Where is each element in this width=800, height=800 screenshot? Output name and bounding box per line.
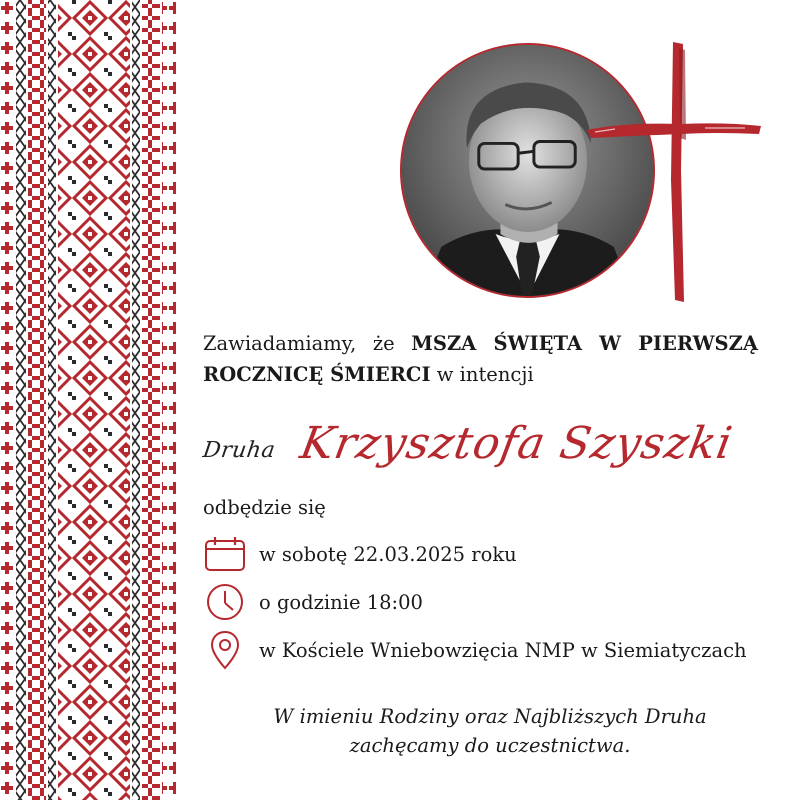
announcement-outro: w intencji — [436, 363, 534, 386]
cross-icon — [585, 40, 765, 305]
will-take-place-text: odbędzie się — [203, 496, 326, 519]
announcement-highlight: MSZA ŚWIĘTA W PIERWSZĄ ROCZNICĘ ŚMIERCI — [203, 332, 759, 386]
place-row — [203, 630, 747, 670]
footer-line-1: W imieniu Rodziny oraz Najbliższych Druha — [273, 705, 707, 728]
folk-ornament-border — [0, 0, 180, 800]
person-name-line — [203, 410, 763, 490]
person-name: Krzysztofa Szyszki — [296, 418, 737, 469]
announcement-text — [203, 328, 758, 390]
date-row — [203, 534, 517, 574]
time-text: o godzinie 18:00 — [259, 590, 423, 614]
calendar-icon — [203, 534, 247, 574]
time-row — [203, 582, 423, 622]
location-pin-icon — [203, 630, 247, 670]
date-text: w sobotę 22.03.2025 roku — [259, 542, 517, 566]
footer-line-2: zachęcamy do uczestnictwa. — [349, 734, 631, 757]
person-title: Druha — [201, 438, 277, 463]
invitation-footer — [220, 702, 760, 760]
clock-icon — [203, 582, 247, 622]
place-text: w Kościele Wniebowzięcia NMP w Siemiatyczach — [259, 638, 747, 662]
announcement-intro: Zawiadamiamy, że — [203, 332, 395, 355]
